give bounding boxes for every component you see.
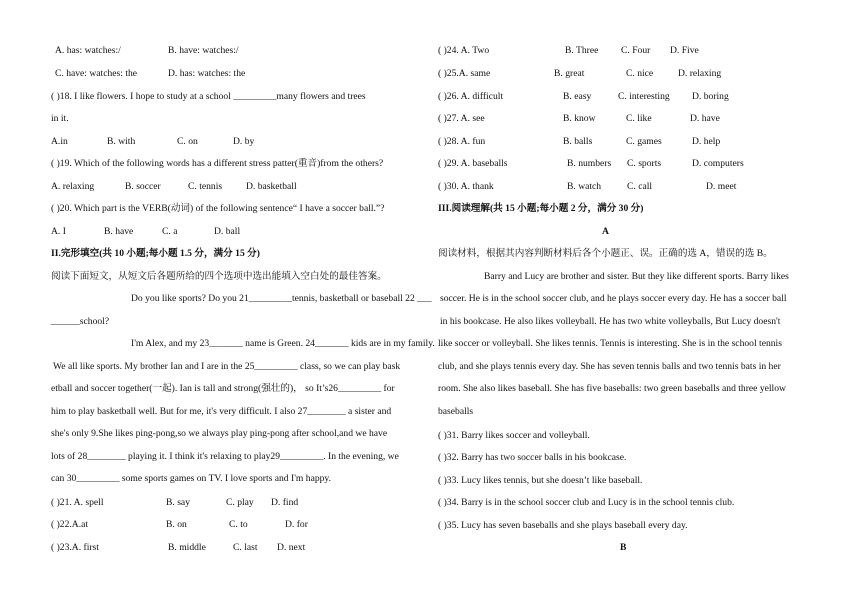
section-2-title: II.完形填空(共 10 小题;每小题 1.5 分，满分 15 分) [51, 248, 260, 259]
part-a-heading: A [602, 226, 609, 237]
reading-passage-line: room. She also likes baseball. She has five baseballs: two green baseballs and three yellow [438, 383, 786, 394]
q19-option-b: B. soccer [125, 181, 161, 192]
q32-statement: ( )32. Barry has two soccer balls in his bookcase. [438, 452, 627, 463]
q20-option-c: C. a [162, 226, 178, 237]
q29-option-b: B. numbers [567, 158, 612, 169]
q22-option-c: C. to [229, 519, 248, 530]
q27-option-b: B. know [563, 113, 596, 124]
q17-option-c: C. have: watches: the [55, 68, 138, 79]
reading-passage-line: Barry and Lucy are brother and sister. But they like different sports. Barry likes [484, 271, 789, 282]
q28-option-d: D. help [692, 136, 721, 147]
section-3-instructions: 阅读材料，根据其内容判断材料后各个小题正、误。正确的选 A，错误的选 B。 [438, 248, 773, 259]
q29-option-d: D. computers [692, 158, 744, 169]
section-2-instructions: 阅读下面短文，从短文后各题所给的四个选项中选出能填入空白处的最佳答案。 [51, 271, 387, 282]
q22-stem: ( )22.A.at [51, 519, 89, 530]
q23-option-c: C. last [233, 542, 258, 553]
q30-option-c: C. call [627, 181, 653, 192]
q17-option-b: B. have: watches:/ [168, 45, 239, 56]
q19-option-d: D. basketball [246, 181, 297, 192]
q21-option-b: B. say [166, 497, 190, 508]
q19-option-c: C. tennis [188, 181, 223, 192]
q21-stem: ( )21. A. spell [51, 497, 104, 508]
cloze-passage-line: she's only 9.She likes ping-pong,so we always play ping-pong after school,and we have [51, 428, 388, 439]
q21-option-d: D. find [271, 497, 299, 508]
q27-option-d: D. have [690, 113, 720, 124]
q18-option-c: C. on [177, 136, 198, 147]
q27-stem: ( )27. A. see [438, 113, 485, 124]
q20-option-d: D. ball [214, 226, 241, 237]
q31-statement: ( )31. Barry likes soccer and volleyball. [438, 430, 590, 441]
q34-statement: ( )34. Barry is in the school soccer club and Lucy is in the school tennis club. [438, 497, 735, 508]
q30-stem: ( )30. A. thank [438, 181, 494, 192]
q24-option-b: B. Three [565, 45, 599, 56]
reading-passage-line: like soccer or volleyball. She likes tennis. Tennis is interesting. She is in the school tennis [438, 338, 782, 349]
q30-option-d: D. meet [706, 181, 737, 192]
q22-option-b: B. on [166, 519, 187, 530]
q18-stem-cont: in it. [51, 113, 69, 124]
q20-option-a: A. I [51, 226, 66, 237]
q26-option-c: C. interesting [618, 91, 670, 102]
q35-statement: ( )35. Lucy has seven baseballs and she plays baseball every day. [438, 520, 688, 531]
q26-option-d: D. boring [692, 91, 729, 102]
q25-option-d: D. relaxing [678, 68, 722, 79]
q25-stem: ( )25.A. same [438, 68, 491, 79]
q23-option-d: D. next [277, 542, 306, 553]
q21-option-c: C. play [226, 497, 254, 508]
q22-option-d: D. for [285, 519, 308, 530]
cloze-passage-line: lots of 28________ playing it. I think it's relaxing to play29_________. In the evening, we [51, 451, 399, 462]
q19-stem: ( )19. Which of the following words has a different stress patter(重音)from the others? [51, 158, 384, 169]
q19-option-a: A. relaxing [51, 181, 95, 192]
q25-option-b: B. great [554, 68, 585, 79]
q23-option-b: B. middle [168, 542, 206, 553]
q33-statement: ( )33. Lucy likes tennis, but she doesn’t like baseball. [438, 475, 643, 486]
q26-stem: ( )26. A. difficult [438, 91, 504, 102]
cloze-passage-line: I'm Alex, and my 23_______ name is Green. 24_______ kids are in my family. [131, 338, 435, 349]
q18-option-b: B. with [107, 136, 136, 147]
q25-option-c: C. nice [626, 68, 654, 79]
cloze-passage-line: Do you like sports? Do you 21_________tennis, basketball or baseball 22 ___ [131, 293, 432, 304]
cloze-passage-line: ______school? [51, 316, 110, 327]
q29-option-c: C. sports [627, 158, 662, 169]
reading-passage-line: soccer. He is in the school soccer club, and he plays soccer every day. He has a soccer ball [440, 293, 787, 304]
q20-stem: ( )20. Which part is the VERB(动词) of the following sentence“ I have a soccer ball.”? [51, 203, 385, 214]
q24-option-d: D. Five [670, 45, 699, 56]
part-b-heading: B [620, 542, 627, 553]
cloze-passage-line: etball and soccer together(一起). Ian is tall and strong(强壮的)， so It’s26_________ for [51, 383, 395, 394]
reading-passage-line: in his bookcase. He also likes volleyball. He has two white volleyballs, But Lucy doesn't [440, 316, 781, 327]
q26-option-b: B. easy [563, 91, 592, 102]
q17-option-d: D. has: watches: the [168, 68, 246, 79]
q24-option-c: C. Four [621, 45, 651, 56]
q29-stem: ( )29. A. baseballs [438, 158, 508, 169]
q28-stem: ( )28. A. fun [438, 136, 486, 147]
q18-stem: ( )18. I like flowers. I hope to study at a school _________many flowers and trees [51, 91, 366, 102]
q18-option-d: D. by [233, 136, 255, 147]
q28-option-b: B. balls [563, 136, 593, 147]
q28-option-c: C. games [626, 136, 662, 147]
reading-passage-line: club, and she plays tennis every day. She has seven tennis balls and two tennis bats in her [438, 361, 781, 372]
reading-passage-line: baseballs [438, 406, 474, 417]
q23-stem: ( )23.A. first [51, 542, 99, 553]
q17-option-a: A. has: watches:/ [55, 45, 121, 56]
cloze-passage-line: can 30_________ some sports games on TV. I love sports and I'm happy. [51, 473, 332, 484]
cloze-passage-line: We all like sports. My brother Ian and I are in the 25_________ class, so we can play bask [53, 361, 401, 372]
q20-option-b: B. have [104, 226, 134, 237]
section-3-title: III.阅读理解(共 15 小题;每小题 2 分，满分 30 分) [438, 203, 644, 214]
q24-stem: ( )24. A. Two [438, 45, 490, 56]
cloze-passage-line: him to play basketball well. But for me, it's very difficult. I also 27________ a sister and [51, 406, 392, 417]
q18-option-a: A.in [51, 136, 68, 147]
q27-option-c: C. like [626, 113, 652, 124]
q30-option-b: B. watch [567, 181, 602, 192]
